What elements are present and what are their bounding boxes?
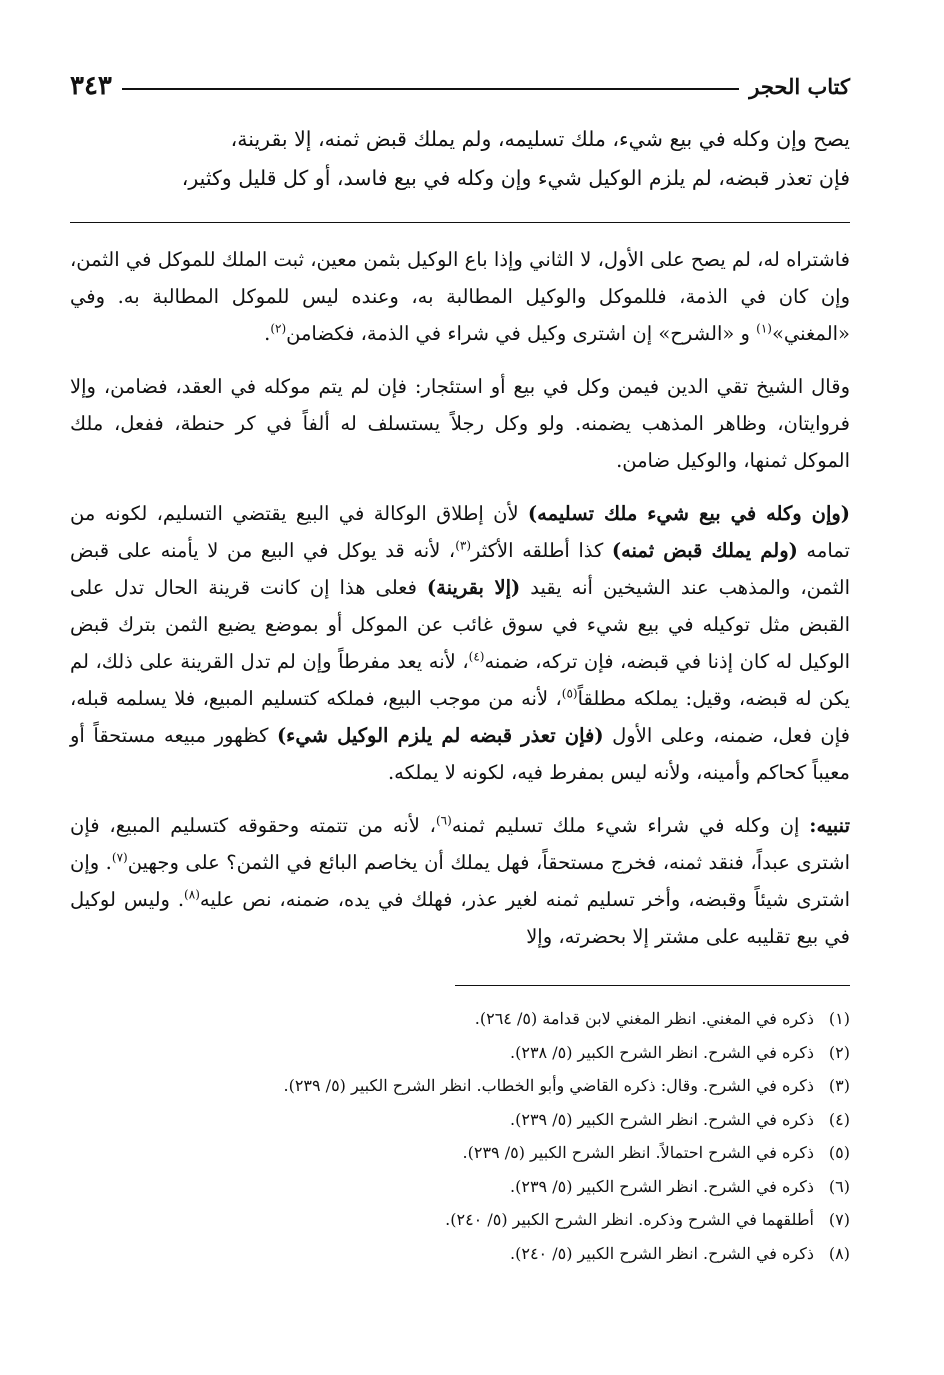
footnote	[70, 1036, 850, 1070]
text-run: كذا أطلقه الأكثر	[471, 539, 612, 562]
footnote-divider	[455, 985, 850, 986]
footnote-number: (٥)	[828, 1143, 850, 1162]
text-run: . وإن اشترى شيئاً وقبضه، وأخر تسليم ثمنه لغير عذر، فهلك في يده، ضمنه، نص عليه	[70, 851, 850, 911]
main-text	[70, 120, 850, 198]
text-run: كظهور مبيعه مستحقاً أو معيباً كحاكم وأمينه، ولأنه ليس بمفرط فيه، لكونه لا يملكه.	[70, 724, 850, 784]
footnote	[70, 1237, 850, 1271]
text-run: ، لأنه قد يوكل في البيع من لا يأمنه على قبض الثمن، والمذهب عند الشيخين أنه يقيد	[70, 539, 850, 599]
footnote-ref[interactable]: (٨)	[184, 887, 200, 902]
text-run: و «الشرح» إن اشترى وكيل في شراء في الذمة، فكضامن	[286, 322, 757, 345]
footnote-text: ذكره في الشرح. وقال: ذكره القاضي وأبو الخطاب. انظر الشرح الكبير (٥/ ٢٣٩).	[283, 1076, 814, 1095]
text-run: ، لأنه من تتمته وحقوقه كتسليم المبيع، فإن اشترى عبداً، فنقد ثمنه، فخرج مستحقاً، فهل يملك أن يخاصم البائع في الثمن؟ على وجهين	[70, 814, 850, 874]
footnote-text: ذكره في الشرح احتمالاً. انظر الشرح الكبير (٥/ ٢٣٩).	[462, 1143, 814, 1162]
section-divider	[70, 222, 850, 223]
footnote-number: (١)	[828, 1009, 850, 1028]
footnote-number: (٤)	[828, 1109, 850, 1129]
header-rule	[122, 88, 739, 90]
footnote-text: ذكره في الشرح. انظر الشرح الكبير (٥/ ٢٣٨).	[510, 1042, 814, 1062]
commentary-paragraph	[70, 368, 850, 479]
footnote-text: ذكره في الشرح. انظر الشرح الكبير (٥/ ٢٤٠).	[510, 1243, 814, 1263]
footnote-text: ذكره في الشرح. انظر الشرح الكبير (٥/ ٢٣٩).	[510, 1109, 814, 1129]
text-run: . وليس لوكيل في بيع تقليبه على مشتر إلا بحضرته، وإلا	[70, 888, 850, 948]
quoted-matn: (وإن وكله في بيع شيء ملك تسليمه)	[527, 502, 850, 525]
footnote-ref[interactable]: (٢)	[270, 321, 287, 336]
main-text-line: فإن تعذر قبضه، لم يلزم الوكيل شيء وإن وكله في بيع فاسد، أو كل قليل وكثير،	[181, 166, 850, 190]
quoted-matn: (ولم يملك قبض ثمنه)	[611, 539, 798, 562]
footnote	[70, 1103, 850, 1137]
footnote-ref[interactable]: (٤)	[468, 649, 485, 664]
commentary-paragraph	[70, 241, 850, 352]
footnote-number: (٧)	[828, 1210, 850, 1229]
footnote-ref[interactable]: (٣)	[455, 538, 472, 553]
text-run: ، لأنه من موجب البيع، فملكه كتسليم المبيع، فلا يسلمه قبله، فإن فعل، ضمنه، وعلى الأول	[70, 687, 851, 747]
footnote-text: ذكره في المغني. انظر المغني لابن قدامة (٥/ ٢٦٤).	[474, 1009, 814, 1028]
page-number: ٣٤٣	[70, 71, 112, 101]
footnote-ref[interactable]: (٦)	[435, 813, 452, 828]
footnote	[70, 1170, 850, 1204]
footnote	[70, 1136, 850, 1170]
footnote-text: ذكره في الشرح. انظر الشرح الكبير (٥/ ٢٣٩).	[510, 1176, 814, 1196]
footnote-number: (٦)	[828, 1176, 850, 1196]
footnote-ref[interactable]: (٥)	[561, 686, 578, 701]
commentary	[70, 241, 850, 955]
footnote-number: (٨)	[828, 1243, 850, 1263]
note-label: تنبيه:	[809, 814, 850, 837]
commentary-paragraph	[70, 495, 850, 791]
text-run: إن وكله في شراء شيء ملك تسليم ثمنه	[451, 814, 810, 837]
text-run: لأن إطلاق الوكالة في البيع يقتضي التسليم، لكونه من تمامه	[70, 502, 850, 562]
chapter-title: كتاب الحجر	[749, 73, 850, 99]
running-header	[70, 66, 850, 106]
main-text-line: يصح وإن وكله في بيع شيء، ملك تسليمه، ولم يملك قبض ثمنه، إلا بقرينة،	[230, 127, 850, 151]
commentary-paragraph	[70, 807, 850, 955]
footnote-text: أطلقهما في الشرح وذكره. انظر الشرح الكبير (٥/ ٢٤٠).	[445, 1210, 814, 1229]
quoted-matn: (إلا بقرينة)	[426, 576, 521, 599]
footnote-ref[interactable]: (٧)	[111, 850, 128, 865]
footnote	[70, 1203, 850, 1237]
text-run: فعلى هذا إن كانت قرينة الحال تدل على القبض مثل توكيله في بيع شيء في سوق غائب عن الموكل أو بموضع يضيع الثمن بترك قبض الوكيل له كان إذنا في قبضه، فإن تركه، ضمنه	[70, 576, 851, 673]
footnote	[70, 1002, 850, 1036]
footnote-ref[interactable]: (١)	[756, 321, 772, 336]
footnote-number: (٣)	[828, 1076, 850, 1095]
quoted-matn: (فإن تعذر قبضه لم يلزم الوكيل شيء)	[276, 724, 604, 747]
text-run: فاشتراه له، لم يصح على الأول، لا الثاني وإذا باع الوكيل بثمن معين، ثبت الملك للموكل في الثمن، وإن كان في الذمة، فللموكل والوكيل المطالبة به، وعنده ليس للموكل المطالبة به. وفي «المغني»	[70, 248, 850, 345]
footnote-number: (٢)	[828, 1042, 850, 1062]
text-run: وقال الشيخ تقي الدين فيمن وكل في بيع أو استئجار: فإن لم يتم موكله في العقد، فضامن، وإلا فروايتان، وظاهر المذهب يضمنه. ولو وكل رجلاً يستسلف له ألفاً في كر حنطة، ففعل، ملك الموكل ثمنها، والوكيل ضامن.	[70, 375, 850, 472]
text-run: .	[264, 322, 271, 345]
text-run: ، لأنه يعد مفرطاً وإن لم تدل القرينة على ذلك، لم يكن له قبضه، وقيل: يملكه مطلقاً	[70, 650, 850, 710]
footnotes-list	[70, 1002, 850, 1270]
footnote	[70, 1069, 850, 1103]
